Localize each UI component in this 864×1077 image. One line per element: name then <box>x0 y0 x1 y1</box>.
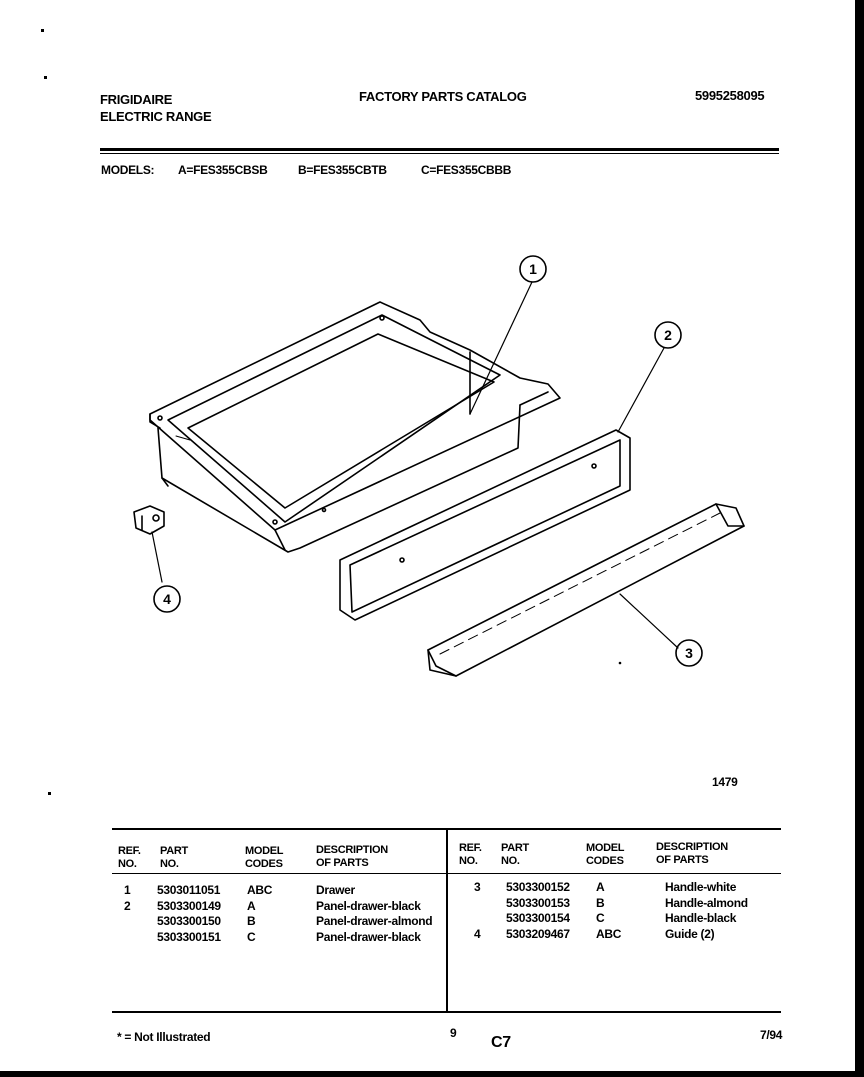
table-cell: ABC <box>596 926 622 941</box>
not-illustrated-note: * = Not Illustrated <box>117 1030 211 1044</box>
table-cell: Drawer <box>316 883 355 897</box>
left-model-col <box>247 883 272 945</box>
table-cell: A <box>596 880 605 894</box>
header-desc-right: DESCRIPTION OF PARTS <box>656 841 728 866</box>
catalog-number: 5995258095 <box>695 88 765 103</box>
header-part-right: PART NO. <box>501 842 529 867</box>
right-part-col <box>506 880 570 942</box>
left-desc-col <box>316 883 432 945</box>
brand-name: FRIGIDAIRE <box>100 92 173 107</box>
table-cell: C <box>247 929 256 944</box>
table-cell: 5303300152 <box>506 880 570 894</box>
drawer-handle-part <box>428 504 744 676</box>
table-cell: 5303300150 <box>157 914 221 928</box>
models-label: MODELS: <box>101 163 155 177</box>
header-ref-right: REF. NO. <box>459 842 482 867</box>
drawer-panel-part <box>340 430 630 620</box>
table-cell <box>474 896 480 912</box>
table-cell: Guide (2) <box>665 926 715 941</box>
scan-dot <box>619 662 622 665</box>
model-b: B=FES355CBTB <box>298 163 387 177</box>
callout-4: 4 <box>163 591 171 607</box>
table-cell: 2 <box>124 898 131 913</box>
model-a: A=FES355CBSB <box>178 163 268 177</box>
table-cell: Handle-almond <box>665 895 748 910</box>
drawer-part <box>150 302 560 552</box>
left-part-col <box>157 883 221 945</box>
figure-number: 1479 <box>712 775 738 789</box>
callout-2: 2 <box>664 327 672 343</box>
table-bottom-rule <box>112 1011 781 1013</box>
page-number: 9 <box>450 1026 457 1040</box>
right-ref-col <box>474 880 480 942</box>
table-cell: 5303300149 <box>157 898 221 913</box>
header-ref-left: REF. NO. <box>118 845 141 870</box>
table-cell: 4 <box>474 926 481 941</box>
header-model-right: MODEL CODES <box>586 842 625 867</box>
left-ref-col <box>124 883 130 914</box>
table-cell: C <box>596 911 605 925</box>
product-name: ELECTRIC RANGE <box>100 109 212 124</box>
table-cell <box>474 911 480 927</box>
table-cell: Panel-drawer-black <box>316 898 421 913</box>
right-model-col <box>596 880 621 942</box>
callout-3: 3 <box>685 645 693 661</box>
table-cell: 5303209467 <box>506 926 570 941</box>
table-cell: A <box>247 898 256 913</box>
drawer-guide-part <box>134 506 164 534</box>
callout-1: 1 <box>529 261 537 277</box>
header-model-left: MODEL CODES <box>245 845 284 870</box>
table-cell: 5303300154 <box>506 911 570 925</box>
table-cell: B <box>247 914 256 928</box>
header-desc-left: DESCRIPTION OF PARTS <box>316 844 388 869</box>
table-cell: 5303011051 <box>157 883 221 897</box>
table-cell: 5303300151 <box>157 929 221 944</box>
header-part-left: PART NO. <box>160 845 188 870</box>
table-cell: 5303300153 <box>506 895 570 910</box>
table-column-divider <box>446 829 448 1011</box>
table-cell: 1 <box>124 883 131 897</box>
table-cell: Handle-black <box>665 911 737 925</box>
right-desc-col <box>665 880 748 942</box>
revision-date: 7/94 <box>760 1028 783 1042</box>
table-cell: Panel-drawer-almond <box>316 914 433 928</box>
table-cell: Panel-drawer-black <box>316 929 421 944</box>
table-cell: ABC <box>247 883 273 897</box>
section-code: C7 <box>491 1034 511 1051</box>
table-cell: B <box>596 895 605 910</box>
table-cell: 3 <box>474 880 481 894</box>
model-c: C=FES355CBBB <box>421 163 512 177</box>
table-cell: Handle-white <box>665 880 737 894</box>
catalog-title: FACTORY PARTS CATALOG <box>359 89 527 104</box>
